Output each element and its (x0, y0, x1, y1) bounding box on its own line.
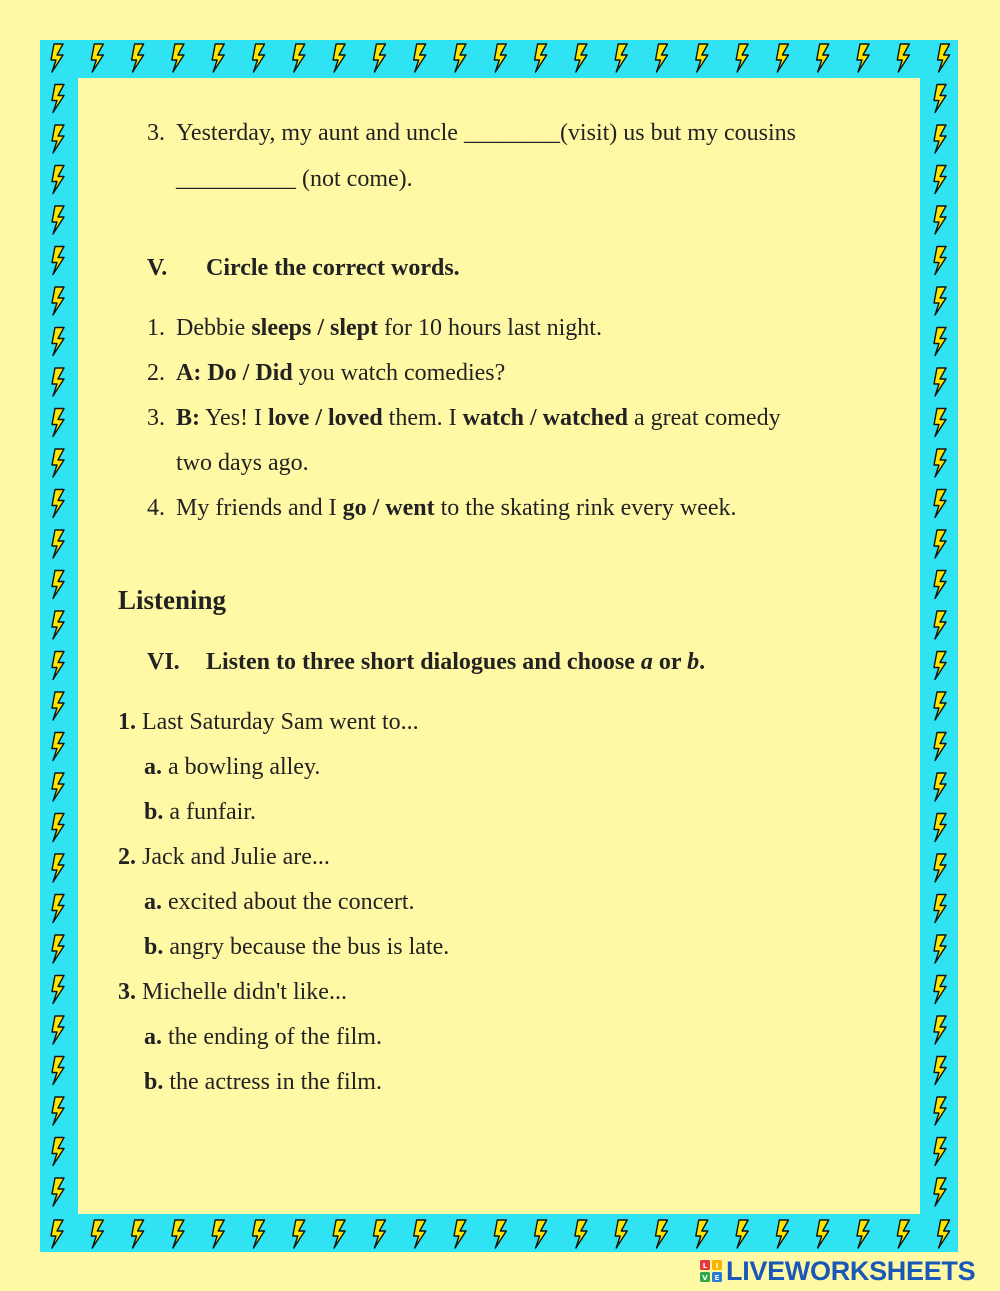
text-segment: . (699, 649, 706, 675)
exercise-sentence (176, 494, 737, 522)
speaker-label: B: (176, 405, 200, 431)
text-segment: you watch comedies? (292, 360, 506, 386)
question-number: 1. (118, 709, 136, 735)
lightning-bolt-icon (52, 206, 64, 234)
lightning-bolt-icon (575, 1220, 587, 1248)
lightning-bolt-icon (934, 814, 946, 842)
option-letter: b. (144, 934, 164, 960)
text-segment: Yes! I (200, 405, 269, 431)
question-number: 2. (118, 844, 136, 870)
lightning-bolt-icon (934, 287, 946, 315)
question (118, 843, 330, 871)
lightning-bolt-icon (414, 1220, 426, 1248)
lightning-bolt-icon (494, 44, 506, 72)
lightning-bolt-icon (414, 44, 426, 72)
sentence-text: Yesterday, my aunt and uncle ________(visit) us but my cousins (176, 120, 796, 146)
lightning-bolt-icon (696, 1220, 708, 1248)
lightning-bolt-icon (253, 1220, 265, 1248)
lightning-bolt-icon (934, 1178, 946, 1206)
word-choice[interactable]: love / loved (268, 405, 383, 431)
svg-text:I: I (715, 1262, 719, 1270)
item-number: 3. (147, 120, 165, 146)
option-letter: a. (144, 1024, 162, 1050)
exercise-item (147, 359, 165, 387)
option-text: the ending of the film. (162, 1024, 382, 1050)
item-number: 1. (147, 315, 165, 341)
answer-option[interactable] (144, 1023, 382, 1051)
lightning-bolt-icon (934, 773, 946, 801)
lightning-bolt-icon (52, 85, 64, 113)
svg-text:L: L (702, 1262, 708, 1270)
lightning-bolt-icon (172, 1220, 184, 1248)
liveworksheets-mark-icon (700, 1260, 722, 1282)
lightning-bolt-icon (857, 1220, 869, 1248)
lightning-bolt-icon (91, 44, 103, 72)
lightning-bolt-icon (132, 44, 144, 72)
option-letter: a. (144, 889, 162, 915)
lightning-bolt-icon (333, 1220, 345, 1248)
lightning-bolt-icon (696, 44, 708, 72)
lightning-bolt-icon (52, 652, 64, 680)
svg-text:V: V (702, 1274, 708, 1282)
lightning-bolt-icon (934, 733, 946, 761)
word-choice[interactable]: sleeps / slept (251, 315, 378, 341)
lightning-bolt-icon (938, 44, 950, 72)
text-segment: b (687, 649, 700, 675)
option-text: a funfair. (163, 799, 256, 825)
lightning-bolt-icon (293, 44, 305, 72)
section-title (206, 648, 705, 676)
lightning-bolt-icon (736, 1220, 748, 1248)
section-title: Circle the correct words. (206, 255, 460, 281)
lightning-bolt-icon (934, 571, 946, 599)
lightning-bolt-icon (934, 328, 946, 356)
lightning-bolt-icon (52, 814, 64, 842)
lightning-bolt-icon (253, 44, 265, 72)
lightning-bolt-icon (52, 571, 64, 599)
lightning-bolt-icon (52, 530, 64, 558)
item-number: 3. (147, 405, 165, 431)
lightning-bolt-icon (934, 530, 946, 558)
question-text: Last Saturday Sam went to... (136, 709, 419, 735)
lightning-bolt-icon (52, 773, 64, 801)
lightning-bolt-icon (817, 1220, 829, 1248)
lightning-bolt-icon (857, 44, 869, 72)
lightning-bolt-icon (776, 44, 788, 72)
lightning-bolt-icon (52, 166, 64, 194)
lightning-bolt-icon (52, 449, 64, 477)
lightning-bolt-icon (934, 409, 946, 437)
lightning-bolt-icon (934, 1097, 946, 1125)
answer-option[interactable] (144, 753, 320, 781)
lightning-bolt-icon (52, 692, 64, 720)
lightning-bolt-icon (934, 206, 946, 234)
text-segment: Listen to three short dialogues and choose (206, 649, 641, 675)
text-segment: a great comedy (627, 405, 781, 431)
lightning-bolt-icon (535, 44, 547, 72)
lightning-bolt-icon (52, 611, 64, 639)
option-text: a bowling alley. (162, 754, 321, 780)
lightning-bolt-icon (934, 166, 946, 194)
lightning-bolt-icon (938, 1220, 950, 1248)
svg-text:E: E (714, 1274, 720, 1282)
lightning-bolt-icon (52, 1178, 64, 1206)
exercise-sentence (176, 404, 781, 432)
listening-heading: Listening (118, 585, 227, 615)
lightning-bolt-icon (776, 1220, 788, 1248)
option-text: angry because the bus is late. (163, 934, 450, 960)
lightning-bolt-icon (52, 247, 64, 275)
question-number: 3. (118, 979, 136, 1005)
lightning-bolt-icon (934, 692, 946, 720)
lightning-bolt-icon (212, 44, 224, 72)
lightning-bolt-icon (52, 1016, 64, 1044)
section-number: VI. (147, 649, 180, 675)
lightning-bolt-icon (293, 1220, 305, 1248)
exercise-item (147, 404, 165, 432)
lightning-bolt-icon (817, 44, 829, 72)
brand-name: LIVEWORKSHEETS (726, 1255, 976, 1286)
lightning-bolt-icon (454, 1220, 466, 1248)
option-text: excited about the concert. (162, 889, 415, 915)
lightning-bolt-icon (934, 652, 946, 680)
exercise-item (147, 494, 165, 522)
lightning-bolt-icon (52, 976, 64, 1004)
lightning-bolt-icon (52, 895, 64, 923)
text-segment: for 10 hours last night. (377, 315, 602, 341)
lightning-bolt-icon (934, 1138, 946, 1166)
answer-option[interactable] (144, 1068, 382, 1096)
option-text: the actress in the film. (163, 1069, 382, 1095)
answer-option[interactable] (144, 888, 415, 916)
lightning-bolt-icon (52, 287, 64, 315)
lightning-bolt-icon (373, 1220, 385, 1248)
text-segment: or (652, 649, 688, 675)
word-choice[interactable]: go / went (342, 495, 435, 521)
question (118, 978, 347, 1006)
answer-option[interactable] (144, 798, 256, 826)
text-segment: Debbie (176, 315, 252, 341)
lightning-bolt-icon (934, 976, 946, 1004)
answer-option[interactable] (144, 933, 449, 961)
lightning-bolt-icon (656, 1220, 668, 1248)
item-number: 2. (147, 360, 165, 386)
option-letter: a. (144, 754, 162, 780)
lightning-bolt-icon (494, 1220, 506, 1248)
lightning-bolt-icon (52, 1057, 64, 1085)
word-choice[interactable]: A: Do / Did (176, 360, 293, 386)
lightning-bolt-icon (52, 1097, 64, 1125)
question-text: Michelle didn't like... (136, 979, 347, 1005)
lightning-bolt-icon (897, 44, 909, 72)
lightning-bolt-icon (736, 44, 748, 72)
option-letter: b. (144, 799, 164, 825)
question (118, 708, 419, 736)
lightning-bolt-icon (934, 368, 946, 396)
exercise-item (147, 314, 165, 342)
text-segment: My friends and I (176, 495, 343, 521)
lightning-bolt-icon (934, 490, 946, 518)
lightning-bolt-icon (52, 368, 64, 396)
lightning-bolt-icon (575, 44, 587, 72)
lightning-bolt-icon (656, 44, 668, 72)
text-segment: two days ago. (176, 450, 309, 476)
lightning-bolt-icon (172, 44, 184, 72)
lightning-bolt-icon (52, 409, 64, 437)
exercise-sentence (176, 359, 505, 387)
lightning-bolt-icon (373, 44, 385, 72)
section-number: V. (147, 255, 168, 281)
liveworksheets-logo[interactable] (700, 1256, 975, 1286)
lightning-bolt-icon (897, 1220, 909, 1248)
lightning-bolt-icon (535, 1220, 547, 1248)
question-text: Jack and Julie are... (136, 844, 330, 870)
lightning-bolt-icon (615, 44, 627, 72)
lightning-bolt-icon (52, 1138, 64, 1166)
lightning-bolt-icon (615, 1220, 627, 1248)
lightning-bolt-icon (934, 1057, 946, 1085)
lightning-bolt-icon (934, 85, 946, 113)
lightning-bolt-icon (52, 490, 64, 518)
item-number: 4. (147, 495, 165, 521)
lightning-bolt-icon (934, 611, 946, 639)
lightning-bolt-icon (934, 1016, 946, 1044)
lightning-bolt-icon (52, 328, 64, 356)
sentence-text: __________ (not come). (176, 166, 413, 192)
text-segment: to the skating rink every week. (434, 495, 737, 521)
lightning-bolt-icon (934, 449, 946, 477)
lightning-bolt-icon (934, 854, 946, 882)
lightning-bolt-icon (52, 935, 64, 963)
text-segment: a (640, 649, 653, 675)
lightning-bolt-icon (454, 44, 466, 72)
word-choice[interactable]: watch / watched (462, 405, 628, 431)
lightning-bolt-icon (212, 1220, 224, 1248)
lightning-bolt-icon (52, 854, 64, 882)
text-segment: them. I (382, 405, 463, 431)
exercise-sentence (176, 314, 602, 342)
lightning-bolt-icon (51, 1220, 63, 1248)
lightning-bolt-icon (51, 44, 63, 72)
lightning-bolt-icon (52, 125, 64, 153)
lightning-bolt-icon (132, 1220, 144, 1248)
lightning-bolt-icon (934, 895, 946, 923)
lightning-bolt-icon (91, 1220, 103, 1248)
lightning-bolt-icon (934, 247, 946, 275)
option-letter: b. (144, 1069, 164, 1095)
lightning-bolt-icon (52, 733, 64, 761)
lightning-bolt-icon (333, 44, 345, 72)
lightning-bolt-icon (934, 935, 946, 963)
lightning-bolt-icon (934, 125, 946, 153)
